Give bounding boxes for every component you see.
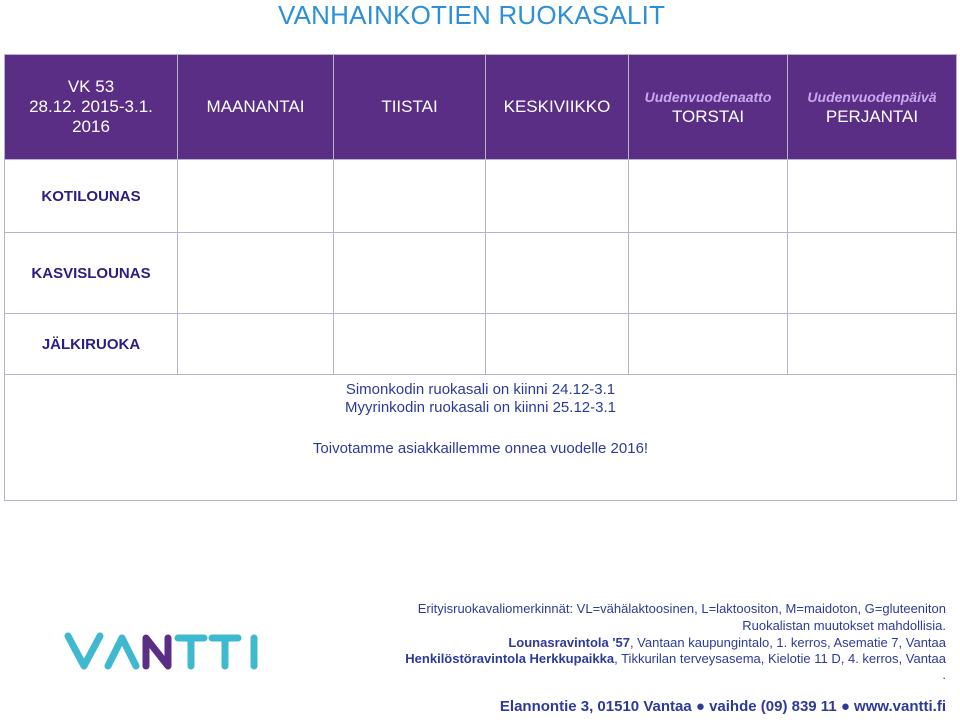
menu-cell bbox=[178, 160, 334, 233]
notice-line: Myyrinkodin ruokasali on kiinni 25.12-3.1 bbox=[345, 399, 616, 416]
day-header-friday bbox=[788, 55, 957, 160]
restaurant-1 bbox=[508, 635, 946, 650]
day-label: MAANANTAI bbox=[206, 97, 305, 116]
week-cell bbox=[5, 55, 178, 160]
holiday-label: Uudenvuodenpäivä bbox=[807, 89, 937, 105]
diet-legend: Erityisruokavaliomerkinnät: VL=vähälaktoosinen, L=laktoositon, M=maidoton, G=gluteeniton bbox=[417, 601, 946, 616]
menu-cell bbox=[629, 160, 788, 233]
day-header-wednesday bbox=[486, 55, 629, 160]
menu-cell bbox=[788, 233, 957, 314]
row-label: JÄLKIRUOKA bbox=[5, 314, 178, 375]
day-label: KESKIVIIKKO bbox=[503, 97, 611, 116]
row-label: KOTILOUNAS bbox=[5, 160, 178, 233]
menu-row-kasvislounas bbox=[5, 233, 957, 314]
day-header-tuesday bbox=[334, 55, 486, 160]
restaurant-2 bbox=[405, 651, 946, 666]
restaurant-1-info: , Vantaan kaupungintalo, 1. kerros, Asematie 7, Vantaa bbox=[629, 635, 946, 650]
restaurant-1-name: Lounasravintola '57 bbox=[508, 635, 630, 650]
vantti-logo bbox=[64, 630, 276, 672]
restaurant-2-name: Henkilöstöravintola Herkkupaikka bbox=[405, 651, 615, 666]
menu-table bbox=[4, 54, 957, 501]
menu-cell bbox=[334, 314, 486, 375]
day-header-monday bbox=[178, 55, 334, 160]
notice-row bbox=[5, 375, 957, 501]
menu-cell bbox=[788, 160, 957, 233]
menu-cell bbox=[486, 233, 629, 314]
week-year: 2016 bbox=[72, 117, 110, 136]
week-number: VK 53 bbox=[67, 77, 115, 96]
day-label: PERJANTAI bbox=[825, 107, 919, 126]
menu-cell bbox=[486, 160, 629, 233]
contact-address: Elannontie 3, 01510 Vantaa ● vaihde (09) 839 11 ● www.vantti.fi bbox=[499, 698, 946, 715]
menu-cell bbox=[178, 314, 334, 375]
header-row bbox=[5, 55, 957, 160]
holiday-label: Uudenvuodenaatto bbox=[644, 89, 772, 105]
menu-cell bbox=[629, 233, 788, 314]
menu-cell bbox=[178, 233, 334, 314]
menu-cell bbox=[788, 314, 957, 375]
row-label: KASVISLOUNAS bbox=[5, 233, 178, 314]
menu-cell bbox=[334, 233, 486, 314]
day-label: TORSTAI bbox=[671, 107, 745, 126]
week-range: 28.12. 2015-3.1. bbox=[29, 97, 153, 116]
notice-line: Simonkodin ruokasali on kiinni 24.12-3.1 bbox=[345, 381, 616, 398]
menu-row-jalkiruoka bbox=[5, 314, 957, 375]
restaurant-2-info: , Tikkurilan terveysasema, Kielotie 11 D, 4. kerros, Vantaa bbox=[614, 651, 946, 666]
day-header-thursday bbox=[629, 55, 788, 160]
menu-row-kotilounas bbox=[5, 160, 957, 233]
day-label: TIISTAI bbox=[381, 97, 438, 116]
menu-cell bbox=[486, 314, 629, 375]
footer-dot: . bbox=[942, 667, 946, 682]
menu-cell bbox=[629, 314, 788, 375]
notice-cell bbox=[5, 375, 957, 501]
menu-cell bbox=[334, 160, 486, 233]
notice-greeting: Toivotamme asiakkaillemme onnea vuodelle 2016! bbox=[312, 440, 649, 457]
menu-changes-note: Ruokalistan muutokset mahdollisia. bbox=[742, 618, 946, 633]
page-title: VANHAINKOTIEN RUOKASALIT bbox=[278, 0, 666, 30]
